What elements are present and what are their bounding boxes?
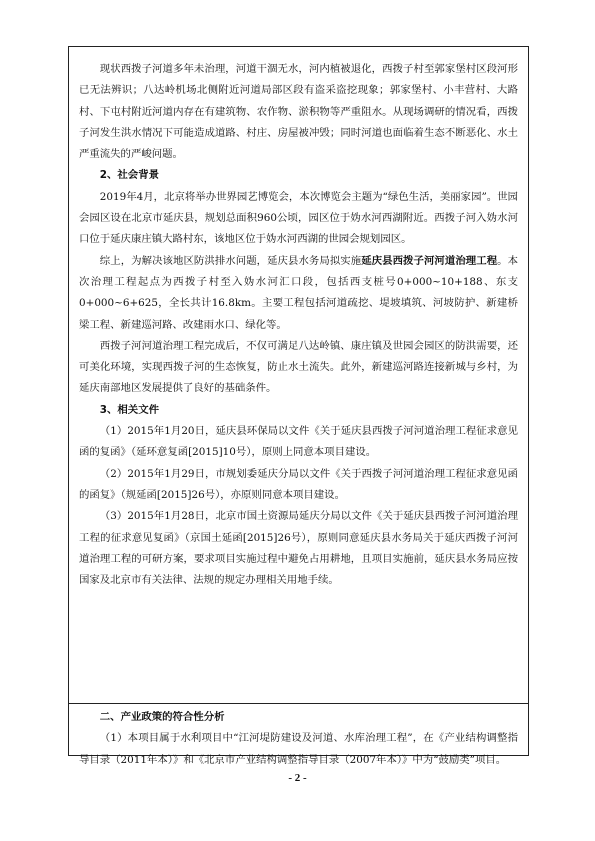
paragraph-policy-1: （1）本项目属于水利项目中“江河堤防建设及河道、水库治理工程”，在《产业结构调整指导目录（2011年本）》和《北京市产业结构调整指导目录（2007年本）》中为“鼓励类”项目。: [79, 732, 518, 766]
summary-text-b: 。本次治理工程起点为西拨子村至入妫水河汇口段，包括西支桩号0+000~10+188、东支0+000~6+625，全长共计16.8km。主要工程包括河道疏挖、堤坡填筑、河坡防护、新建桥梁工程、新建巡河路、改建雨水口、绿化等。: [79, 254, 519, 331]
section-divider: [69, 703, 528, 704]
heading-related-documents: 3、相关文件: [99, 403, 159, 416]
heading-industry-policy: 二、产业政策的符合性分析: [99, 711, 225, 723]
document-item-3: （3）2015年1月28日，北京市国土资源局延庆分局以文件《关于延庆县西拨子河河道治理工程的征求意见复函》（京国土延函[2015]26号），原则同意延庆县水务局关于延庆西拨子河河道治理工程的可研方案，要求项目实施过程中避免占用耕地，且项目实施前，延庆县水务局应按国家及北京市有关法律、法规的规定办理相关用地手续。: [79, 510, 518, 587]
page-number: - 2 -: [288, 772, 307, 784]
paragraph-expo: 2019年4月，北京将举办世界园艺博览会，本次博览会主题为“绿色生活，美丽家园”。世园会园区设在北京市延庆县，规划总面积960公顷，园区位于妫水河西湖附近。西拨子河入妫水河口位于延庆康庄镇大路村东，该地区位于妫水河西湖的世园会规划园区。: [79, 190, 518, 246]
document-item-2: （2）2015年1月29日，市规划委延庆分局以文件《关于西拨子河河道治理工程征求意见函的函复》（规延函[2015]26号），亦原则同意本项目建设。: [79, 467, 518, 501]
content-frame: [68, 46, 529, 766]
paragraph-current-status: 现状西拨子河道多年未治理，河道干涸无水，河内植被退化，西拨子村至郭家堡村区段河形已无法辨识；八达岭机场北侧附近河道局部区段有盗采盗挖现象；郭家堡村、小丰营村、大路村、下屯村附近河道内存在有建筑物、农作物、淤积物等严重阻水。从现场调研的情况看，西拨子河发生洪水情况下可能造成道路、村庄、房屋被冲毁；同时河道也面临着生态不断恶化、水土严重流失的严峻问题。: [79, 63, 518, 161]
project-name-bold: 延庆县西拨子河河道治理工程: [361, 254, 498, 267]
document-item-1: （1）2015年1月20日，延庆县环保局以文件《关于延庆县西拨子河河道治理工程征求意见函的复函》（延环意复函[2015]10号），原则上同意本项目建设。: [79, 425, 518, 459]
heading-social-background: 2、社会背景: [99, 169, 159, 182]
paragraph-summary: [79, 251, 518, 336]
summary-text-a: 综上，为解决该地区防洪排水问题，延庆县水务局拟实施: [99, 254, 362, 267]
paragraph-benefits: 西拨子河河道治理工程完成后，不仅可满足八达岭镇、康庄镇及世园会园区的防洪需要，还可美化环境，实现西拨子河的生态恢复，防止水土流失。此外，新建巡河路连接新城与乡村，为延庆南部地区发展提供了良好的基础条件。: [79, 339, 518, 395]
